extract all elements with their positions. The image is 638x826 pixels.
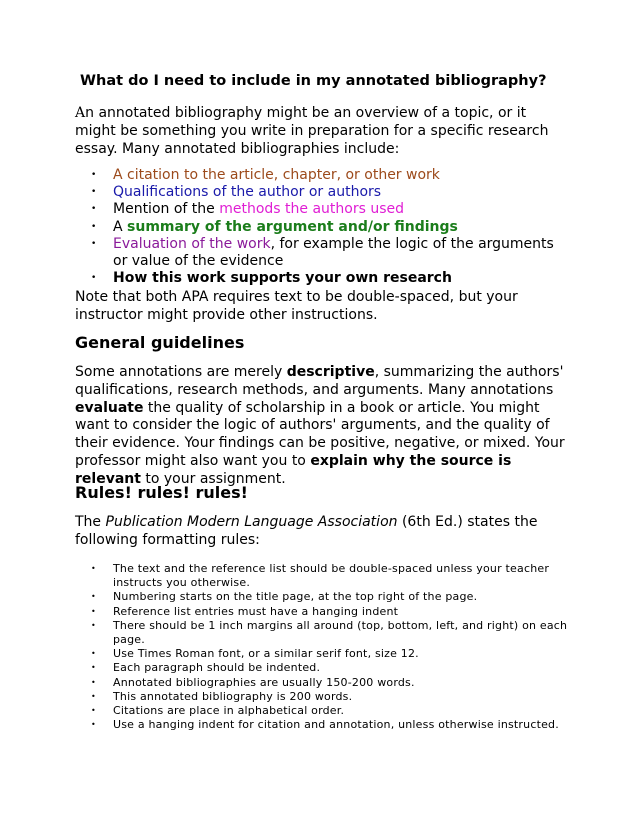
list-item xyxy=(75,676,575,690)
evaluation-item-highlight: Evaluation of the work xyxy=(113,235,271,252)
general-text-1: Some annotations are merely xyxy=(75,364,287,380)
list-item xyxy=(75,619,575,647)
spacing-note: Note that both APA requires text to be double-spaced, but your instructor might provide other instructions. xyxy=(75,289,518,323)
bullet-icon: • xyxy=(91,691,96,701)
list-item xyxy=(75,562,575,590)
bullet-icon: • xyxy=(91,273,97,284)
list-item xyxy=(75,219,565,236)
rule-text: Use Times Roman font, or a similar serif font, size 12. xyxy=(113,647,419,661)
rules-intro-paragraph xyxy=(75,513,565,549)
methods-item-prefix: Mention of the xyxy=(113,201,220,218)
rule-text: This annotated bibliography is 200 words. xyxy=(113,689,353,703)
formatting-rules-list xyxy=(75,562,575,732)
bullet-icon: • xyxy=(91,649,96,659)
includes-list xyxy=(75,167,565,287)
qualifications-item: Qualifications of the author or authors xyxy=(113,184,382,201)
list-item xyxy=(75,236,565,270)
bullet-icon: • xyxy=(91,720,96,730)
bullet-icon: • xyxy=(91,620,96,630)
relevance-term: explain why the source is relevant xyxy=(75,452,512,487)
methods-item-highlight: methods the authors used xyxy=(219,201,404,218)
list-item xyxy=(75,201,565,218)
list-item xyxy=(75,647,575,661)
evaluate-term: evaluate xyxy=(75,399,144,416)
evaluation-item-rest: , for example the logic of the arguments or value of the evidence xyxy=(113,235,554,270)
list-item xyxy=(75,718,575,732)
list-item xyxy=(75,690,575,704)
general-text-3: the quality of scholarship in a book or article. You might want to consider the logic of authors' arguments, and the quality of their evidence. Your findings can be positive, negative, or mixed. Your professor might also want you to xyxy=(75,399,565,469)
bullet-icon: • xyxy=(91,238,97,249)
summary-item-highlight: summary of the argument and/or findings xyxy=(127,218,458,235)
bullet-icon: • xyxy=(91,663,96,673)
general-guidelines-heading: General guidelines xyxy=(75,333,245,352)
rule-text: The text and the reference list should be double-spaced unless your teacher instructs you otherwise. xyxy=(113,562,550,590)
general-guidelines-paragraph xyxy=(75,364,565,489)
rule-text: Numbering starts on the title page, at the top right of the page. xyxy=(113,590,478,604)
page-title: What do I need to include in my annotated bibliography? xyxy=(80,73,547,89)
descriptive-term: descriptive xyxy=(286,364,375,380)
list-item xyxy=(75,605,575,619)
rule-text: There should be 1 inch margins all around (top, bottom, left, and right) on each page. xyxy=(113,618,568,647)
list-item xyxy=(75,661,575,675)
list-item xyxy=(75,167,565,184)
publication-name: Publication Modern Language Association xyxy=(105,514,398,530)
rule-text: Reference list entries must have a hanging indent xyxy=(113,604,399,618)
intro-dropcap: A xyxy=(75,105,86,121)
list-item xyxy=(75,590,575,604)
intro-text: n annotated bibliography might be an overview of a topic, or it might be something you write in preparation for a specific research essay. Many annotated bibliographies include: xyxy=(75,105,549,157)
rule-text: Use a hanging indent for citation and annotation, unless otherwise instructed. xyxy=(113,718,559,732)
bullet-icon: • xyxy=(91,187,97,198)
rule-text: Annotated bibliographies are usually 150-200 words. xyxy=(113,675,415,689)
bullet-icon: • xyxy=(91,592,96,602)
bullet-icon: • xyxy=(91,564,96,573)
rule-text: Each paragraph should be indented. xyxy=(113,661,321,675)
bullet-icon: • xyxy=(91,706,96,716)
citation-item: A citation to the article, chapter, or other work xyxy=(113,167,440,183)
rules-intro-prefix: The xyxy=(75,514,106,530)
intro-paragraph xyxy=(75,104,565,158)
bullet-icon: • xyxy=(91,606,96,616)
list-item xyxy=(75,704,575,718)
list-item xyxy=(75,184,565,201)
bullet-icon: • xyxy=(91,221,97,232)
list-item xyxy=(75,270,565,287)
general-text-2: , summarizing the authors' qualifications, research methods, and arguments. Many annotations xyxy=(75,364,564,398)
rule-text: Citations are place in alphabetical order. xyxy=(113,704,345,718)
bullet-icon: • xyxy=(91,204,97,215)
supports-research-item: How this work supports your own research xyxy=(113,270,452,287)
rules-heading: Rules! rules! rules! xyxy=(75,483,248,502)
rules-intro-suffix: (6th Ed.) states the following formatting rules: xyxy=(75,514,538,548)
general-text-4: to your assignment. xyxy=(140,470,286,487)
bullet-icon: • xyxy=(91,677,96,687)
summary-item-prefix: A xyxy=(113,218,128,235)
bullet-icon: • xyxy=(91,170,97,180)
